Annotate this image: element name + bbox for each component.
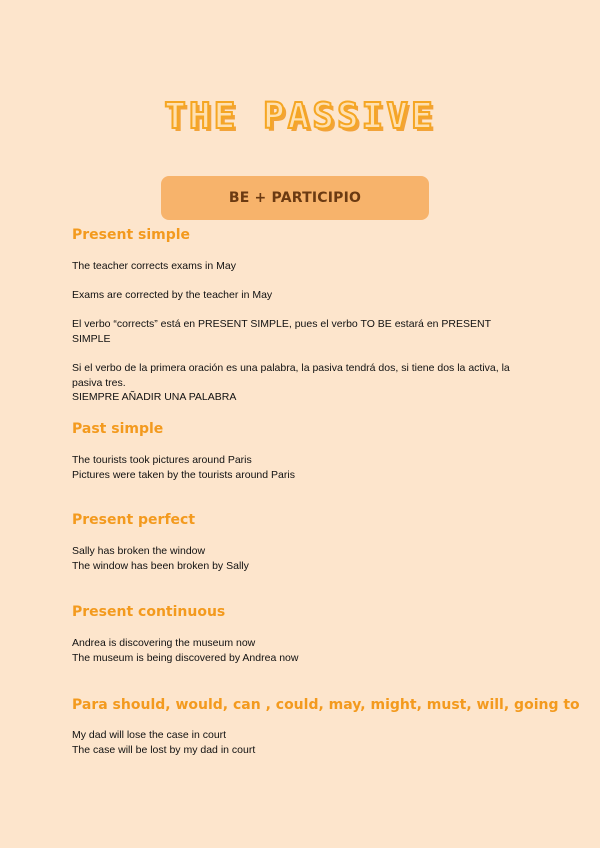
banner-label: BE + PARTICIPIO (228, 190, 362, 206)
example-sentence: Andrea is discovering the museum now (72, 637, 256, 649)
banner (161, 176, 429, 220)
section-heading-present-continuous: Present continuous (72, 604, 226, 620)
example-sentence: Exams are corrected by the teacher in May (72, 289, 273, 301)
example-sentence: Sally has broken the window (72, 545, 206, 557)
example-sentence: The teacher corrects exams in May (72, 260, 236, 272)
explanation-text: El verbo “corrects” está en PRESENT SIMPLE, pues el verbo TO BE estará en PRESENT SIMPLE (72, 318, 491, 345)
example-sentence: The window has been broken by Sally (72, 560, 249, 572)
rule-note: SIEMPRE AÑADIR UNA PALABRA (72, 391, 237, 403)
section-heading-present-simple: Present simple (72, 227, 191, 243)
example-sentence: The museum is being discovered by Andrea now (72, 652, 299, 664)
example-sentence: My dad will lose the case in court (72, 729, 227, 741)
section-heading-present-perfect: Present perfect (72, 512, 196, 528)
section-heading-past-simple: Past simple (72, 421, 164, 437)
explanation-text: Si el verbo de la primera oración es una palabra, la pasiva tendrá dos, si tiene dos la activa, la pasiva tres. (72, 362, 510, 389)
page-title: THE PASSIVE (164, 96, 436, 137)
example-sentence: The case will be lost by my dad in court (72, 744, 256, 756)
example-sentence: Pictures were taken by the tourists around Paris (72, 469, 295, 481)
example-sentence: The tourists took pictures around Paris (72, 454, 252, 466)
section-heading-modals: Para should, would, can , could, may, might, must, will, going to (72, 697, 580, 713)
